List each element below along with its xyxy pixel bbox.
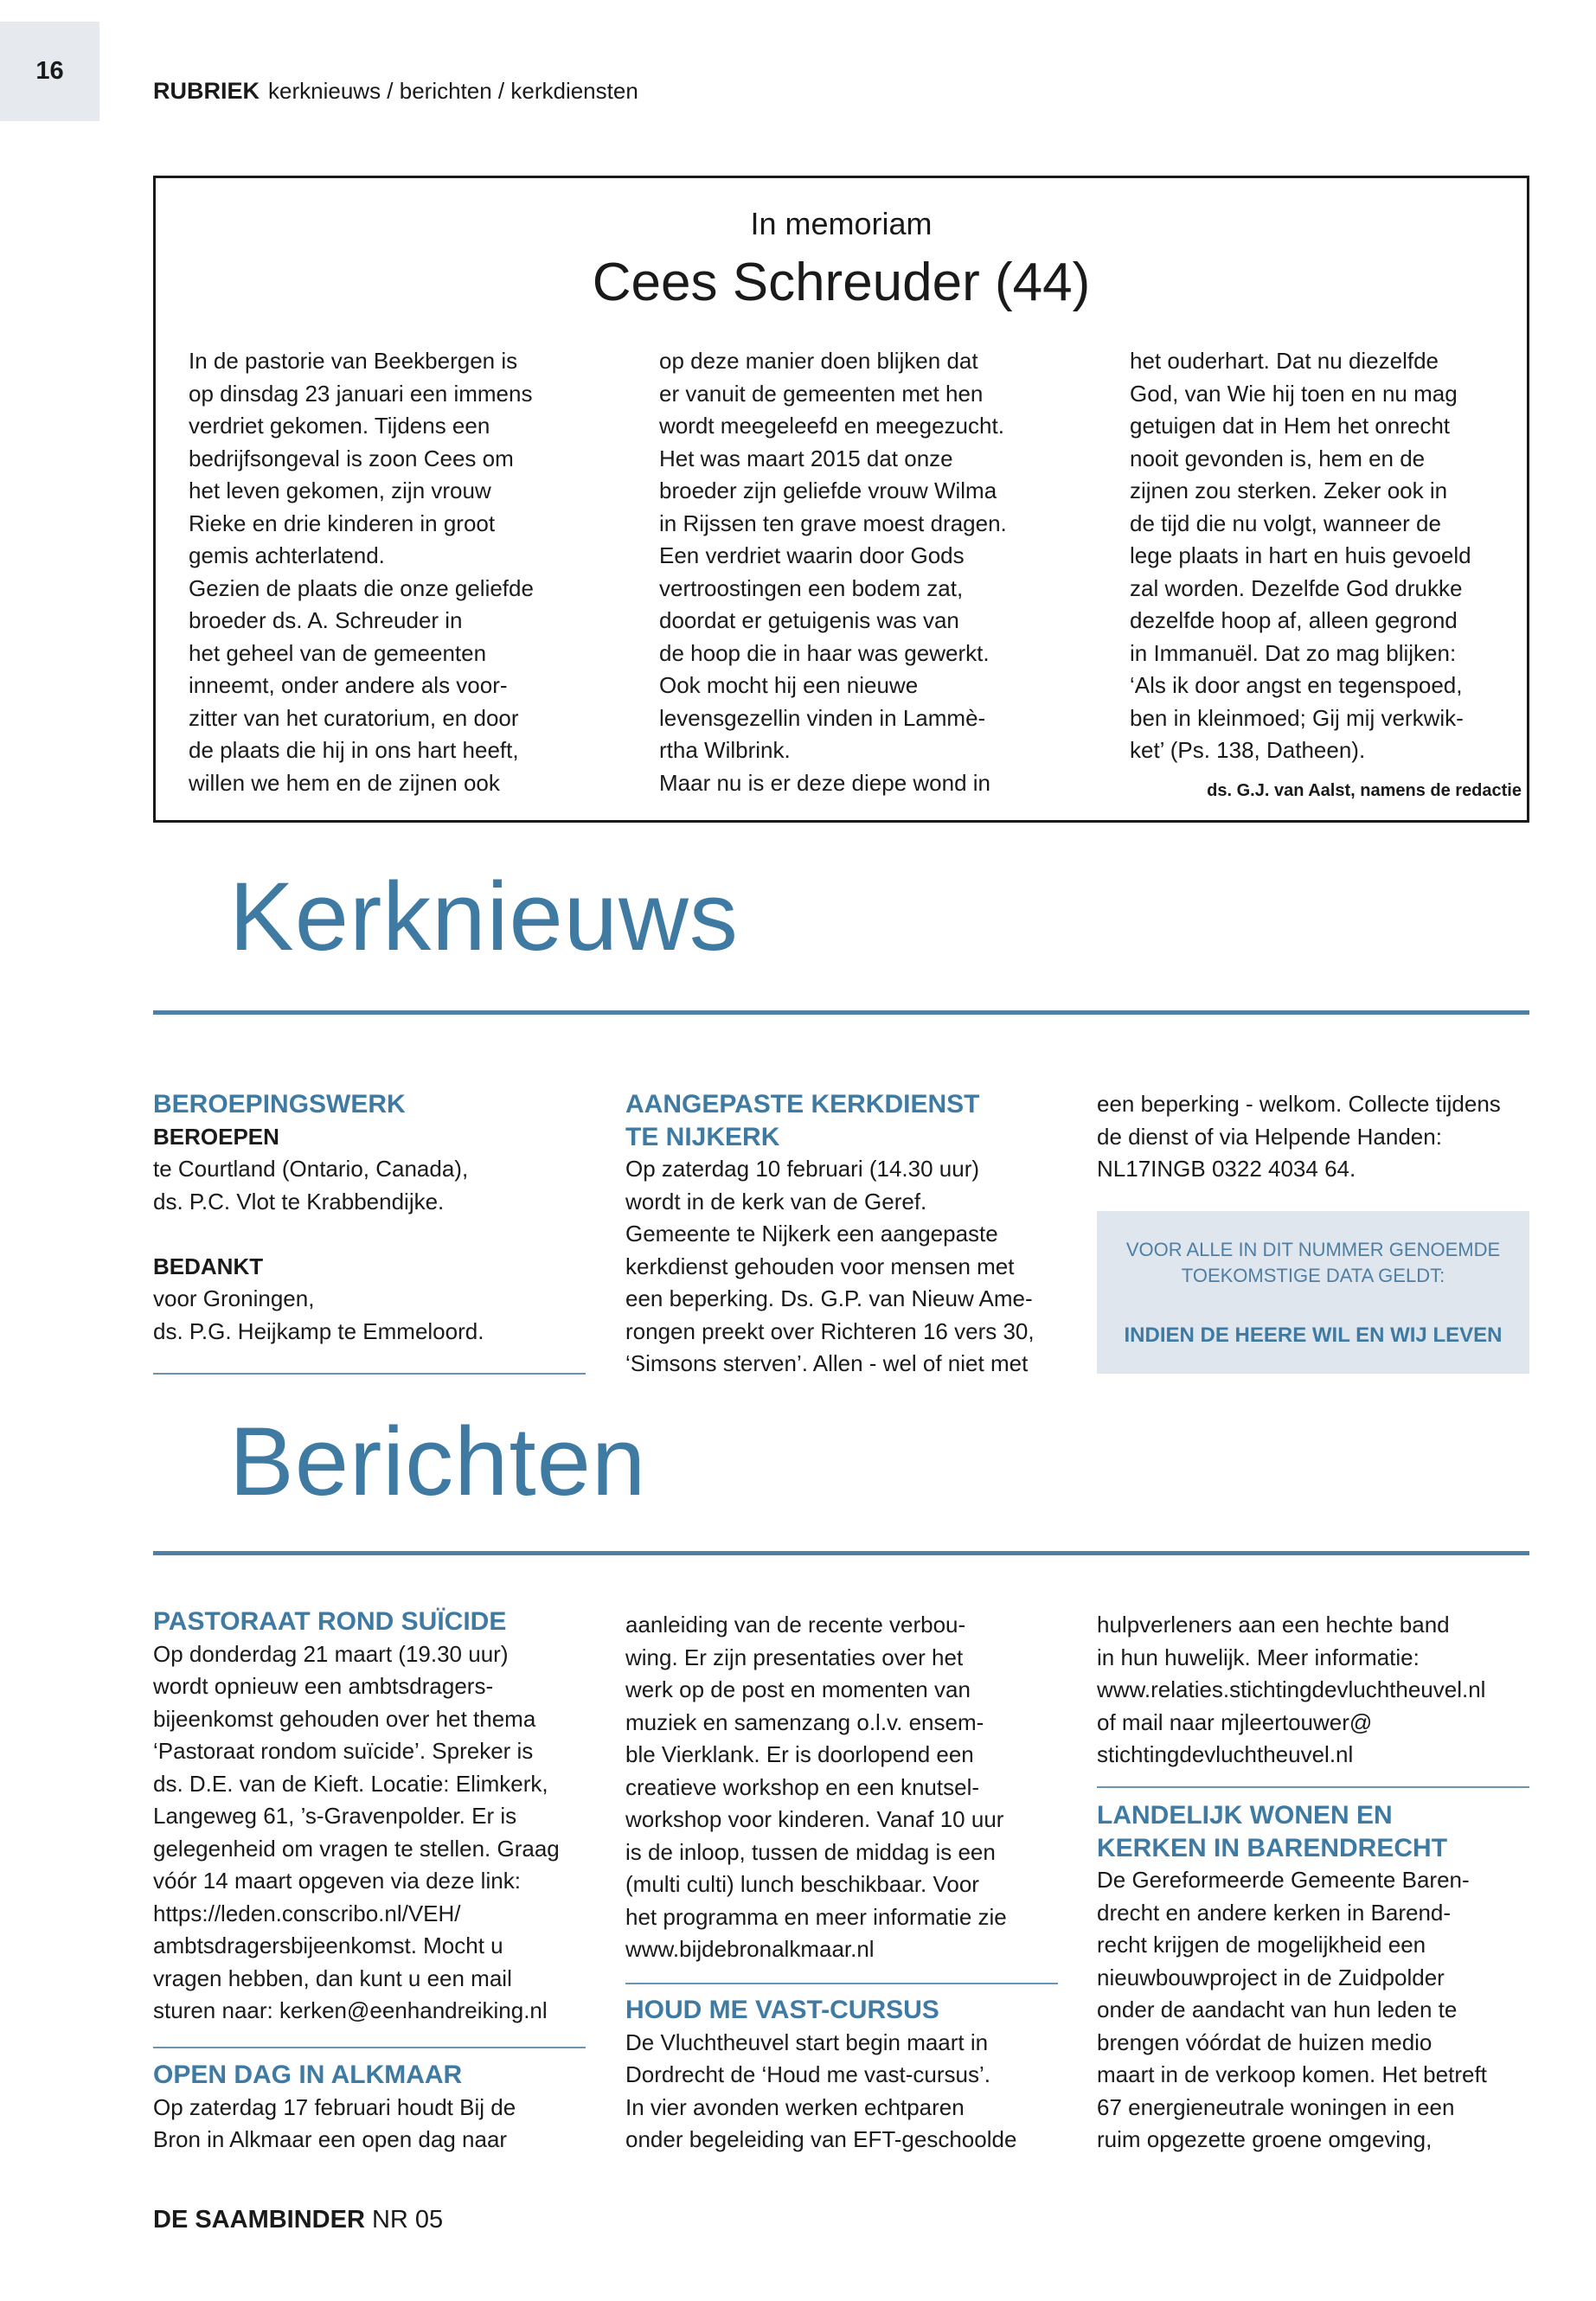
text-line: gelegenheid om vragen te stellen. Graag — [153, 1835, 560, 1862]
text-line: wing. Er zijn presentaties over het — [625, 1644, 964, 1670]
houdme-continued — [1097, 1609, 1485, 1772]
text-line: nooit gevonden is, hem en de — [1130, 445, 1426, 471]
article-text — [1097, 1864, 1487, 2157]
text-line: recht krijgen de mogelijkheid een — [1097, 1932, 1426, 1958]
article-title: PASTORAAT ROND SUÏCIDE — [153, 1607, 507, 1636]
text-line: in hun huwelijk. Meer informatie: — [1097, 1644, 1420, 1670]
text-line: ruim opgezette groene omgeving, — [1097, 2126, 1433, 2152]
text-line: de plaats die hij in ons hart heeft, — [189, 737, 519, 763]
article-text — [153, 1638, 560, 2028]
article-text — [153, 2092, 516, 2157]
beroepen-label: BEROEPEN — [153, 1123, 279, 1150]
text-line: inneemt, onder andere als voor- — [189, 672, 508, 698]
kerknieuws-heading: Kerknieuws — [229, 862, 739, 971]
text-line: ds. P.C. Vlot te Krabbendijke. — [153, 1188, 445, 1215]
text-line: het leven gekomen, zijn vrouw — [189, 478, 491, 503]
text-line: zal worden. Dezelfde God drukke — [1130, 574, 1463, 601]
berichten-heading: Berichten — [229, 1407, 647, 1516]
memoriam-title: Cees Schreuder (44) — [592, 253, 1091, 312]
text-line: AANGEPASTE KERKDIENST — [625, 1090, 980, 1118]
magazine-name: DE SAAMBINDER — [153, 2206, 365, 2234]
text-line: NL17INGB 0322 4034 64. — [1097, 1156, 1356, 1182]
text-line: de hoop die in haar was gewerkt. — [659, 639, 990, 666]
kerkdienst-continued — [1097, 1088, 1501, 1186]
text-line: wordt in de kerk van de Geref. — [625, 1188, 927, 1215]
text-line: nieuwbouwproject in de Zuidpolder — [1097, 1964, 1445, 1990]
section-label: RUBRIEK — [153, 78, 260, 104]
text-line: verdriet gekomen. Tijdens een — [189, 413, 490, 439]
text-line: is de inloop, tussen de middag is een — [625, 1838, 996, 1865]
text-line: getuigen dat in Hem het onrecht — [1130, 413, 1451, 439]
text-line: Ook mocht hij een nieuwe — [659, 672, 919, 698]
text-line: het geheel van de gemeenten — [189, 639, 487, 666]
memoriam-signature: ds. G.J. van Aalst, namens de redactie — [1207, 781, 1522, 800]
text-line: Gemeente te Nijkerk een aangepaste — [625, 1221, 998, 1247]
text-line: zitter van het curatorium, en door — [189, 704, 519, 731]
in-memoriam-box — [153, 176, 1529, 823]
text-line: https://leden.conscribo.nl/VEH/ — [153, 1900, 461, 1926]
text-line: De Vluchtheuvel start begin maart in — [625, 2029, 989, 2055]
text-line: voor Groningen, — [153, 1285, 315, 1311]
text-line: of mail naar mjleertouwer@ — [1097, 1708, 1373, 1735]
text-line: broeder ds. A. Schreuder in — [189, 607, 463, 633]
notice-emphasis: INDIEN DE HEERE WIL EN WIJ LEVEN — [1124, 1324, 1503, 1347]
text-line: ambtsdragersbijeenkomst. Mocht u — [153, 1932, 503, 1958]
text-line: zijnen zou sterken. Zeker ook in — [1130, 478, 1448, 503]
text-line: wordt meegeleefd en meegezucht. — [659, 413, 1004, 439]
text-line: De Gereformeerde Gemeente Baren- — [1097, 1867, 1470, 1893]
text-line: ‘Pastoraat rondom suïcide’. Spreker is — [153, 1738, 534, 1764]
article-divider — [1097, 1786, 1529, 1788]
kerkdienst-article — [625, 1088, 1035, 1381]
text-line: Het was maart 2015 dat onze — [659, 445, 953, 471]
running-header — [153, 78, 638, 105]
text-line: Bron in Alkmaar een open dag naar — [153, 2126, 508, 2152]
notice-line-1: VOOR ALLE IN DIT NUMMER GENOEMDE — [1125, 1239, 1501, 1260]
text-line: in Rijssen ten grave moest dragen. — [659, 510, 1007, 536]
text-line: Op zaterdag 10 februari (14.30 uur) — [625, 1156, 980, 1182]
text-line: rongen preekt over Richteren 16 vers 30, — [625, 1317, 1035, 1344]
text-line: onder begeleiding van EFT-geschoolde — [625, 2126, 1017, 2152]
text-line: ket’ (Ps. 138, Datheen). — [1130, 737, 1366, 763]
bedankt-label: BEDANKT — [153, 1253, 264, 1279]
notice-box — [1097, 1211, 1529, 1374]
text-line: Gezien de plaats die onze geliefde — [189, 574, 534, 601]
text-line: vertroostingen een bodem zat, — [659, 574, 964, 601]
text-line: Rieke en drie kinderen in groot — [189, 510, 496, 536]
text-line: ds. P.G. Heijkamp te Emmeloord. — [153, 1317, 484, 1344]
page-number: 16 — [0, 22, 99, 121]
pastoraat-article — [153, 1606, 560, 2028]
text-line: een beperking. Ds. G.P. van Nieuw Ame- — [625, 1285, 1033, 1311]
text-line: muziek en samenzang o.l.v. ensem- — [625, 1708, 984, 1735]
text-line: sturen naar: kerken@eenhandreiking.nl — [153, 1997, 548, 2023]
text-line: vóór 14 maart opgeven via deze link: — [153, 1868, 521, 1894]
text-line: willen we hem en de zijnen ook — [189, 769, 500, 796]
text-line: In vier avonden werken echtparen — [625, 2093, 965, 2120]
barendrecht-article — [1097, 1799, 1487, 2157]
text-line: God, van Wie hij toen en nu mag — [1130, 380, 1458, 407]
text-line: bijeenkomst gehouden over het thema — [153, 1705, 536, 1732]
text-line: lege plaats in hart en huis gevoeld — [1130, 542, 1471, 568]
text-line: LANDELIJK WONEN EN — [1097, 1801, 1393, 1830]
text-line: kerkdienst gehouden voor mensen met — [625, 1253, 1015, 1279]
text-line: ds. D.E. van de Kieft. Locatie: Elimkerk, — [153, 1770, 548, 1797]
article-divider — [625, 1983, 1058, 1984]
text-line: het ouderhart. Dat nu diezelfde — [1130, 348, 1439, 374]
text-line: de dienst of via Helpende Handen: — [1097, 1123, 1442, 1150]
text-line: broeder zijn geliefde vrouw Wilma — [659, 478, 997, 503]
text-line: drecht en andere kerken in Barend- — [1097, 1899, 1452, 1926]
article-title — [1097, 1799, 1487, 1864]
houdme-article — [625, 1994, 1016, 2157]
text-line: Op zaterdag 17 februari houdt Bij de — [153, 2093, 516, 2120]
text-line: onder de aandacht van hun leden te — [1097, 1997, 1458, 2022]
text-line: maart in de verkoop komen. Het betreft — [1097, 2061, 1487, 2087]
text-line: ‘Als ik door angst en tegenspoed, — [1130, 672, 1463, 698]
text-line: ‘Simsons sterven’. Allen - wel of niet met — [625, 1350, 1029, 1376]
text-line: de tijd die nu volgt, wanneer de — [1130, 510, 1441, 536]
text-line: Op donderdag 21 maart (19.30 uur) — [153, 1640, 509, 1667]
memoriam-column-2 — [659, 345, 1007, 799]
text-line: stichtingdevluchtheuvel.nl — [1097, 1741, 1354, 1767]
article-text — [625, 1153, 1035, 1381]
text-line: op dinsdag 23 januari een immens — [189, 380, 533, 407]
article-divider — [153, 1373, 586, 1375]
article-title: BEROEPINGSWERK — [153, 1090, 406, 1118]
text-line: werk op de post en momenten van — [625, 1676, 971, 1702]
text-line: dezelfde hoop af, alleen gegrond — [1130, 607, 1458, 633]
notice-line-2: TOEKOMSTIGE DATA GELDT: — [1181, 1265, 1445, 1286]
text-line: ben in kleinmoed; Gij mij verkwik- — [1130, 704, 1464, 731]
bedankt-text — [153, 1283, 484, 1348]
memoriam-column-1 — [189, 345, 534, 799]
text-line: KERKEN IN BARENDRECHT — [1097, 1833, 1448, 1862]
text-line: ble Vierklank. Er is doorlopend een — [625, 1741, 974, 1767]
article-divider — [153, 2047, 586, 2048]
section-rule — [153, 1551, 1529, 1555]
opendag-article — [153, 2059, 516, 2157]
text-line: Dordrecht de ‘Houd me vast-cursus’. — [625, 2061, 990, 2087]
section-rule — [153, 1010, 1529, 1015]
text-line: aanleiding van de recente verbou- — [625, 1612, 966, 1638]
beroepen-text — [153, 1153, 484, 1218]
text-line: workshop voor kinderen. Vanaf 10 uur — [625, 1806, 1004, 1832]
article-title: OPEN DAG IN ALKMAAR — [153, 2061, 463, 2089]
text-line: brengen vóórdat de huizen medio — [1097, 2029, 1433, 2055]
breadcrumb: kerknieuws / berichten / kerkdiensten — [268, 78, 638, 104]
text-line: in Immanuël. Dat zo mag blijken: — [1130, 639, 1457, 666]
beroepingswerk-article — [153, 1088, 484, 1348]
text-line: gemis achterlatend. — [189, 542, 385, 568]
text-line: op deze manier doen blijken dat — [659, 348, 978, 374]
text-line: vragen hebben, dan kunt u een mail — [153, 1965, 512, 1991]
text-line: TE NIJKERK — [625, 1122, 780, 1151]
text-line: hulpverleners aan een hechte band — [1097, 1612, 1450, 1638]
article-text — [625, 2027, 1016, 2157]
article-title: HOUD ME VAST-CURSUS — [625, 1996, 939, 2024]
text-line: creatieve workshop en een knutsel- — [625, 1773, 980, 1800]
text-line: er vanuit de gemeenten met hen — [659, 380, 984, 407]
memoriam-column-3 — [1130, 345, 1471, 767]
text-line: te Courtland (Ontario, Canada), — [153, 1156, 469, 1182]
text-line: Langeweg 61, ’s-Gravenpolder. Er is — [153, 1803, 517, 1829]
text-line: 67 energieneutrale woningen in een — [1097, 2093, 1455, 2120]
text-line: Een verdriet waarin door Gods — [659, 542, 965, 568]
text-line: levensgezellin vinden in Lammè- — [659, 704, 986, 731]
text-line: bedrijfsongeval is zoon Cees om — [189, 445, 514, 471]
text-line: In de pastorie van Beekbergen is — [189, 348, 518, 374]
article-title — [625, 1088, 1035, 1153]
issue-number: NR 05 — [371, 2206, 444, 2234]
text-line: het programma en meer informatie zie — [625, 1903, 1007, 1930]
text-line: wordt opnieuw een ambtsdragers- — [153, 1673, 494, 1699]
text-line: rtha Wilbrink. — [659, 737, 791, 763]
text-line: (multi culti) lunch beschikbaar. Voor — [625, 1871, 979, 1897]
footer — [153, 2206, 443, 2234]
text-line: een beperking - welkom. Collecte tijdens — [1097, 1091, 1501, 1117]
text-line: www.bijdebronalkmaar.nl — [625, 1936, 875, 1962]
opendag-continued — [625, 1609, 1007, 1966]
text-line: www.relaties.stichtingdevluchtheuvel.nl — [1097, 1676, 1486, 1702]
memoriam-kicker: In memoriam — [750, 206, 933, 241]
text-line: Maar nu is er deze diepe wond in — [659, 769, 991, 796]
text-line: doordat er getuigenis was van — [659, 607, 959, 633]
